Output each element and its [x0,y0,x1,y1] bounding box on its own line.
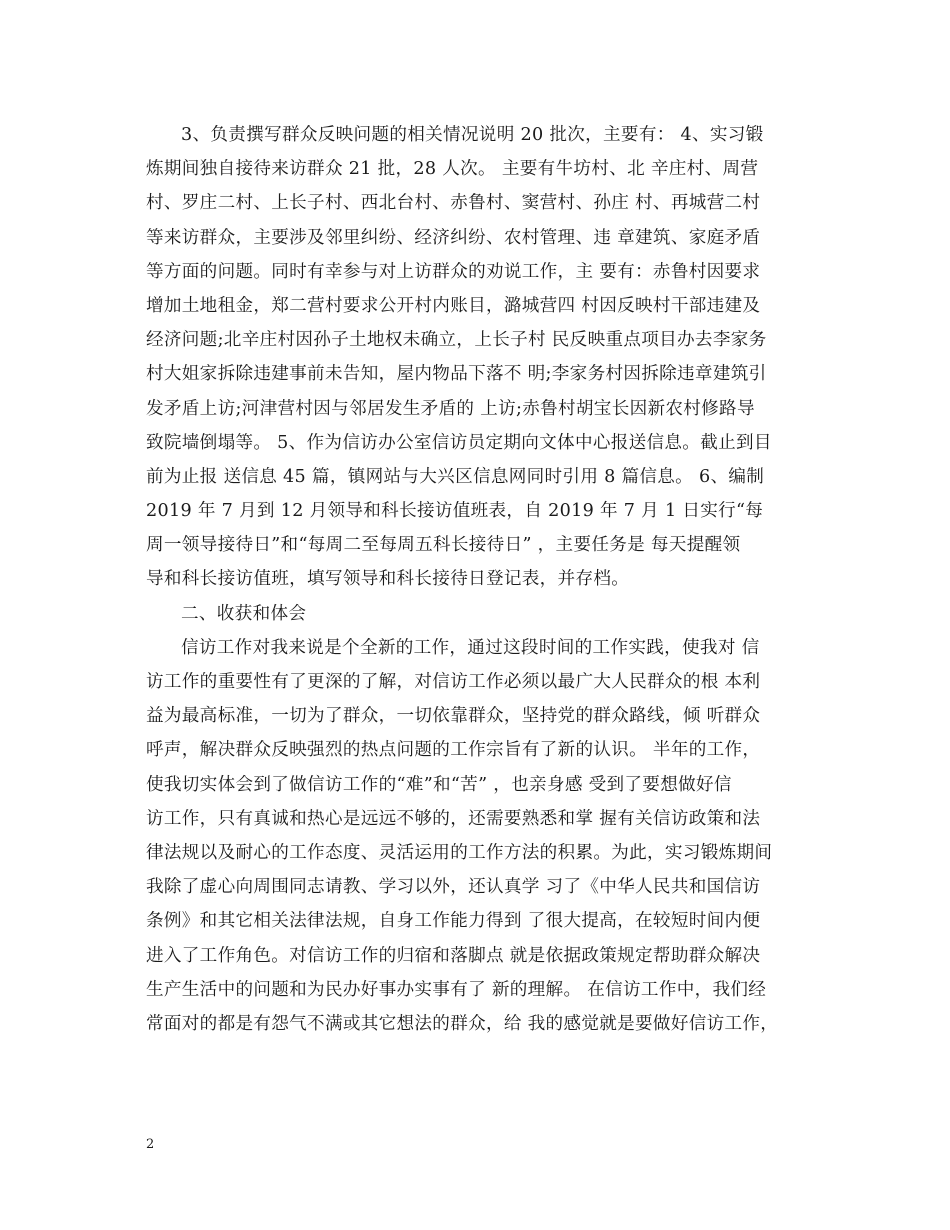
text-line: 周一领导接待日”和“每周二至每周五科长接待日” ，主要任务是 每天提醒领 [146,535,741,556]
text-line: 条例》和其它相关法律法规，自身工作能力得到 了很大提高，在较短时间内便 [146,911,761,932]
text-line: 访工作的重要性有了更深的了解，对信访工作必须以最广大人民群众的根 本利 [146,672,761,692]
text-line: 等来访群众，主要涉及邻里纠纷、经济纠纷、农村管理、违 章建筑、家庭矛盾 [146,227,761,248]
text-line: 前为止报 送信息 45 篇，镇网站与大兴区信息网同时引用 8 篇信息。 6、编制 [146,466,765,487]
text-line: 增加土地租金，郑二营村要求公开村内账目，潞城营四 村因反映村干部违建及 [146,295,761,316]
text-line: 使我切实体会到了做信访工作的“难”和“苦” ，也亲身感 受到了要想做好信 [146,774,732,795]
text-line: 益为最高标准，一切为了群众，一切依靠群众，坚持党的群众路线，倾 听群众 [146,706,761,727]
text-line: 村大姐家拆除违建事前未告知，屋内物品下落不 明;李家务村因拆除违章建筑引 [146,364,767,385]
text-line: 等方面的问题。同时有幸参与对上访群众的劝说工作，主 要有：赤鲁村因要求 [146,261,761,282]
body-text [146,118,806,1041]
text-line: 访工作，只有真诚和热心是远远不够的，还需要熟悉和掌 握有关信访政策和法 [146,808,761,829]
text-line: 生产生活中的问题和为民办好事办实事有了 新的理解。 在信访工作中，我们经 [146,979,767,1000]
text-line: 经济问题;北辛庄村因孙子土地权未确立，上长子村 民反映重点项目办去李家务 [146,330,767,351]
text-line: 常面对的都是有怨气不满或其它想法的群众，给 我的感觉就是要做好信访工作， [146,1013,779,1034]
text-line: 我除了虚心向周围同志请教、学习以外，还认真学 习了《中华人民共和国信访 [146,877,761,898]
text-line: 致院墙倒塌等。 5、作为信访办公室信访员定期向文体中心报送信息。截止到目 [146,432,772,453]
text-line: 村、罗庄二村、上长子村、西北台村、赤鲁村、窦营村、孙庄 村、再城营二村 [146,193,761,214]
text-line: 发矛盾上访;河津营村因与邻居发生矛盾的 上访;赤鲁村胡宝长因新农村修路导 [146,398,755,419]
text-line: 呼声，解决群众反映强烈的热点问题的工作宗旨有了新的认识。 半年的工作， [146,740,761,761]
page-number: 2 [146,1137,155,1152]
text-line: 信访工作对我来说是个全新的工作，通过这段时间的工作实践，使我对 信 [181,637,760,658]
text-line: 2019 年 7 月到 12 月领导和科长接访值班表，自 2019 年 7 月 1 日实行“每 [146,501,764,522]
text-line: 导和科长接访值班，填写领导和科长接待日登记表，并存档。 [146,569,630,590]
text-line: 进入了工作角色。对信访工作的归宿和落脚点 就是依据政策规定帮助群众解决 [146,945,761,966]
text-line: 3、负责撰写群众反映问题的相关情况说明 20 批次，主要有： 4、实习锻 [181,125,764,145]
text-line: 炼期间独自接待来访群众 21 批，28 人次。 主要有牛坊村、北 辛庄村、周营 [146,159,759,180]
text-line: 二、收获和体会 [181,603,307,624]
text-line: 律法规以及耐心的工作态度、灵活运用的工作方法的积累。为此，实习锻炼期间 [146,842,773,863]
